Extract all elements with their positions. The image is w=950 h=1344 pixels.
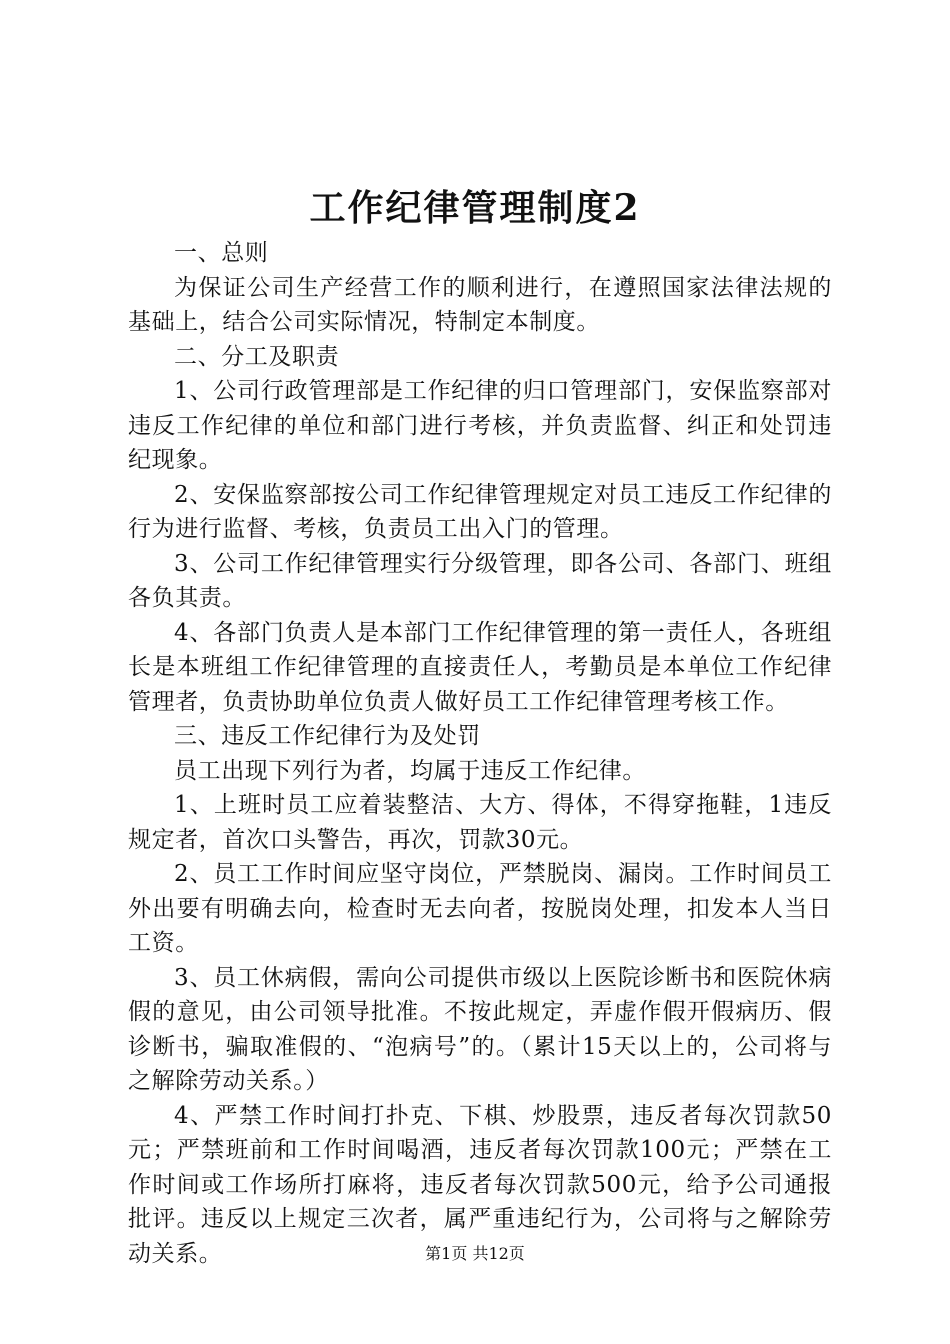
- paragraph: 2、安保监察部按公司工作纪律管理规定对员工违反工作纪律的行为进行监督、考核，负责员工出入门的管理。: [128, 481, 832, 542]
- paragraph: 1、公司行政管理部是工作纪律的归口管理部门，安保监察部对违反工作纪律的单位和部门进行考核，并负责监督、纠正和处罚违纪现象。: [128, 378, 832, 473]
- section-heading-violations: 三、违反工作纪律行为及处罚: [174, 723, 481, 749]
- document-title: 工作纪律管理制度2: [309, 187, 641, 229]
- paragraph: 员工出现下列行为者，均属于违反工作纪律。: [174, 757, 646, 784]
- paragraph: 4、严禁工作时间打扑克、下棋、炒股票，违反者每次罚款50元；严禁班前和工作时间喝酒，违反者每次罚款100元；严禁在工作时间或工作场所打麻将，违反者每次罚款500元，给予公司通报批评。违反以上规定三次者，属严重违纪行为，公司将与之解除劳动关系。: [128, 1102, 832, 1267]
- paragraph: 1、上班时员工应着装整洁、大方、得体，不得穿拖鞋，1违反规定者，首次口头警告，再次，罚款30元。: [128, 792, 832, 853]
- paragraph: 4、各部门负责人是本部门工作纪律管理的第一责任人，各班组长是本班组工作纪律管理的直接责任人，考勤员是本单位工作纪律管理者，负责协助单位负责人做好员工工作纪律管理考核工作。: [128, 619, 832, 715]
- paragraph: 2、员工工作时间应坚守岗位，严禁脱岗、漏岗。工作时间员工外出要有明确去向，检查时无去向者，按脱岗处理，扣发本人当日工资。: [128, 861, 832, 956]
- section-heading-general: 一、总则: [174, 240, 269, 266]
- paragraph: 3、员工休病假，需向公司提供市级以上医院诊断书和医院休病假的意见，由公司领导批准。不按此规定，弄虚作假开假病历、假诊断书，骗取准假的、“泡病号”的。（累计15天以上的，公司将与之解除劳动关系。）: [128, 964, 832, 1094]
- paragraph: 3、公司工作纪律管理实行分级管理，即各公司、各部门、班组各负其责。: [128, 550, 832, 611]
- section-heading-duties: 二、分工及职责: [174, 343, 340, 370]
- page-number: 第1页 共12页: [425, 1244, 525, 1263]
- document-body: [128, 236, 832, 1271]
- paragraph: 为保证公司生产经营工作的顺利进行，在遵照国家法律法规的基础上，结合公司实际情况，特制定本制度。: [128, 274, 832, 335]
